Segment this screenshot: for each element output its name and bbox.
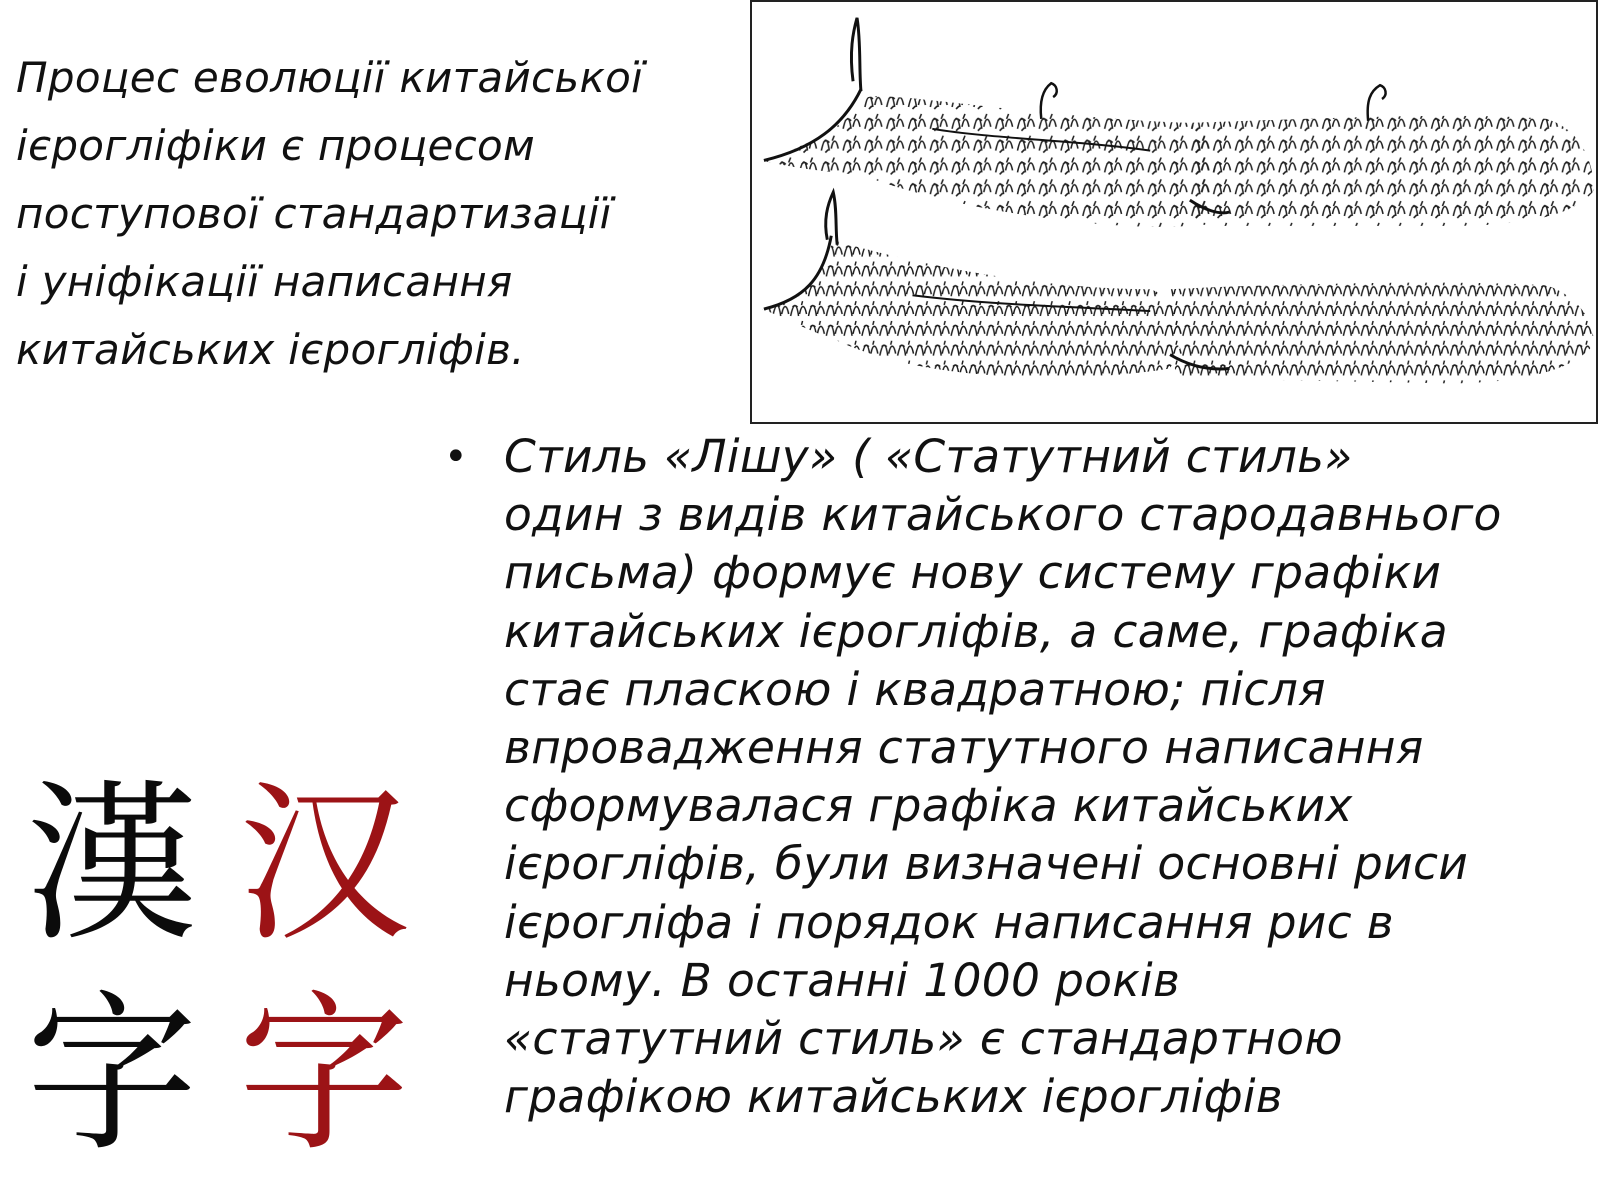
bullet-line: ньому. В останні 1000 років: [504, 953, 1181, 1007]
bullet-line: графікою китайських ієрогліфів: [504, 1070, 1283, 1124]
bullet-line: стає пласкою і квадратною; після: [504, 662, 1326, 716]
simplified-hanzi-zi: 字: [238, 974, 410, 1175]
bullet-line: китайських ієрогліфів, а саме, графіка: [504, 604, 1448, 658]
bullet-line: ієрогліфів, були визначені основні риси: [504, 837, 1469, 891]
bullet-marker: •: [444, 434, 468, 480]
bullet-line: сформувалася графіка китайських: [504, 779, 1353, 833]
list-item: [440, 428, 1590, 1126]
hanzi-characters-figure: [22, 764, 422, 1190]
bullet-line: письма) формує нову систему графіки: [504, 546, 1442, 600]
calligraphy-band-upper: [762, 18, 1594, 227]
calligraphy-illustration: [752, 2, 1596, 422]
intro-line: Процес еволюції китайської: [16, 53, 644, 102]
arabic-calligraphy-image: [750, 0, 1598, 424]
bullet-line: «статутний стиль» є стандартною: [504, 1012, 1343, 1066]
bullet-line: один з видів китайського стародавнього: [504, 488, 1502, 542]
main-bullet-list: [440, 428, 1590, 1126]
intro-paragraph: [16, 44, 716, 384]
intro-line: і уніфікації написання: [16, 257, 513, 306]
traditional-hanzi-han: 漢: [26, 764, 198, 965]
intro-line: поступової стандартизації: [16, 189, 612, 238]
bullet-line: впровадження статутного написання: [504, 721, 1424, 775]
traditional-hanzi-zi: 字: [26, 974, 198, 1175]
intro-line: ієрогліфіки є процесом: [16, 121, 535, 170]
simplified-hanzi-han: 汉: [238, 764, 410, 965]
bullet-line: ієрогліфа і порядок написання рис в: [504, 895, 1394, 949]
bullet-line: Стиль «Лішу» ( «Статутний стиль»: [504, 430, 1353, 483]
intro-line: китайських ієрогліфів.: [16, 325, 525, 374]
